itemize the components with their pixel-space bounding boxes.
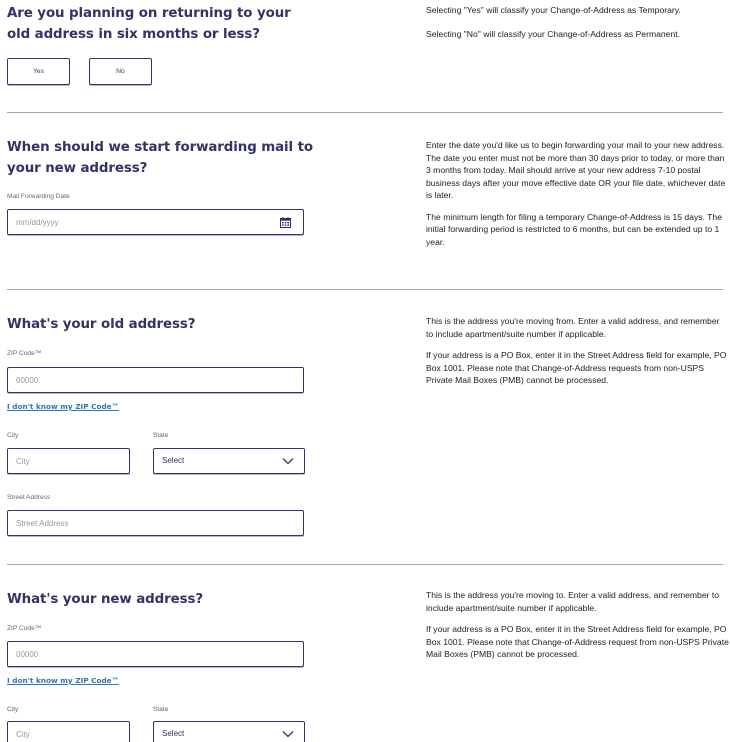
new-city-label: City <box>7 706 19 713</box>
old-street-input[interactable] <box>8 511 303 535</box>
new-address-help-1: This is the address you're moving to. Enter a valid address, and remember to include apartment/suite number if applicable. <box>426 590 720 613</box>
new-city-field[interactable] <box>7 721 130 742</box>
old-address-help-1: This is the address you're moving from. Enter a valid address, and remember to include apartment/suite number if applicable. <box>426 316 720 339</box>
calendar-icon[interactable] <box>280 217 291 228</box>
temporary-help-no: Selecting "No" will classify your Change-of-Address as Permanent. <box>426 28 680 39</box>
old-city-input[interactable] <box>8 449 129 473</box>
forwarding-heading: When should we start forwarding mail to your new address? <box>7 140 313 176</box>
old-zip-lookup-link[interactable]: I don't know my ZIP Code™ <box>7 402 119 411</box>
temporary-heading: Are you planning on returning to your old address in six months or less? <box>7 6 291 42</box>
forwarding-help-1: Enter the date you'd like us to begin forwarding your mail to your new address. The date you enter must not be more than 30 days prior to today, or more than 3 months from today. Mail should arrive at your new address 7-10 postal business days after your move effective date OR your file date, whichever date is later. <box>426 140 726 200</box>
new-zip-field[interactable] <box>7 641 304 667</box>
forwarding-help-2: The minimum length for filing a temporary Change-of-Address is 15 days. The initial forwarding period is restricted to 6 months, but can be extended up to 1 year. <box>426 211 722 247</box>
old-city-field[interactable] <box>7 448 130 474</box>
old-address-help-2: If your address is a PO Box, enter it in the Street Address field for example, PO Box 1001. Please note that Change-of-Address requests from non-USPS Private Mail Boxes (PMB) cannot be processed. <box>426 350 727 385</box>
old-street-field[interactable] <box>7 510 304 536</box>
old-state-value: Select <box>162 456 185 465</box>
old-state-select[interactable] <box>153 448 305 474</box>
new-address-heading: What's your new address? <box>7 592 204 607</box>
new-city-input[interactable] <box>8 722 129 742</box>
no-button[interactable]: No <box>89 58 152 85</box>
new-state-value: Select <box>162 729 185 738</box>
old-address-heading: What's your old address? <box>7 317 196 332</box>
divider <box>7 112 723 113</box>
new-zip-input[interactable] <box>8 642 303 666</box>
new-zip-lookup-link[interactable]: I don't know my ZIP Code™ <box>7 676 119 685</box>
divider <box>7 564 723 565</box>
date-label: Mail Forwarding Date <box>7 193 70 200</box>
yes-button[interactable]: Yes <box>7 58 70 85</box>
old-city-label: City <box>7 432 19 439</box>
date-input[interactable] <box>8 210 303 234</box>
temporary-help-yes: Selecting "Yes" will classify your Change-of-Address as Temporary. <box>426 5 681 15</box>
old-zip-label: ZIP Code™ <box>7 350 42 357</box>
new-state-select[interactable] <box>153 721 305 742</box>
date-field[interactable] <box>7 209 304 235</box>
new-zip-label: ZIP Code™ <box>7 625 42 632</box>
old-state-label: State <box>153 432 169 439</box>
old-zip-input[interactable] <box>8 368 303 392</box>
chevron-down-icon <box>282 730 294 738</box>
divider <box>7 289 723 290</box>
chevron-down-icon <box>282 457 294 465</box>
old-street-label: Street Address <box>7 494 51 501</box>
new-state-label: State <box>153 706 169 713</box>
new-address-help-2: If your address is a PO Box, enter it in the Street Address field for example, PO Box 1001. Please note that Change-of-Address request from non-USPS Private Mail Boxes (PMB) cannot be processed. <box>426 624 729 659</box>
old-zip-field[interactable] <box>7 367 304 393</box>
